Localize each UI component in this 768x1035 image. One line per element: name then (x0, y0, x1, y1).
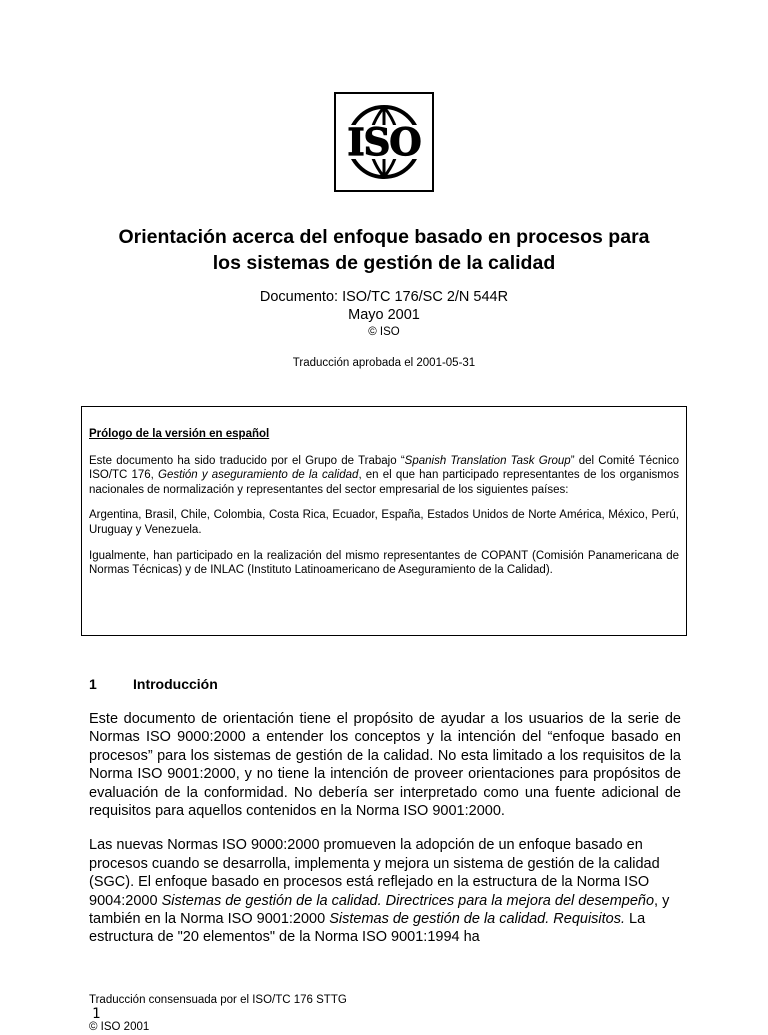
document-title-line1: Orientación acerca del enfoque basado en procesos para (118, 226, 650, 248)
document-title-line2: los sistemas de gestión de la calidad (212, 252, 556, 274)
document-info (40, 288, 728, 340)
body-text (89, 710, 681, 963)
prologue-paragraph-3: Igualmente, han participado en la realización del mismo representantes de COPANT (Comisión Panamericana de Normas Técnicas) y de INLAC (Instituto Latinoamericano de Aseguramiento de la Calidad). (89, 549, 679, 577)
page-number: 1 (92, 1005, 101, 1022)
footer-line-1: Traducción consensuada por el ISO/TC 176 STTG 1 (89, 994, 347, 1022)
prologue-title: Prólogo de la versión en español (89, 428, 270, 440)
page-footer (89, 994, 347, 1035)
prologue-box (81, 406, 687, 636)
prologue-paragraph-1: Este documento ha sido traducido por el Grupo de Trabajo “Spanish Translation Task Group” del Comité Técnico ISO/TC 176, Gestión y aseguramiento de la calidad, en el que han participado representantes de los organismos nacionales de normalización y representantes del sector empresarial de los siguientes países: (89, 454, 680, 496)
document-title (40, 224, 728, 276)
document-reference: Documento: ISO/TC 176/SC 2/N 544R (259, 289, 509, 305)
iso-logo (334, 92, 434, 192)
iso-logo-text: ISO (347, 120, 421, 164)
document-date: Mayo 2001 (348, 307, 420, 323)
footer-copyright: © ISO 2001 (89, 1021, 150, 1033)
section-number: 1 (89, 676, 97, 692)
prologue-paragraph-2: Argentina, Brasil, Chile, Colombia, Costa Rica, Ecuador, España, Estados Unidos de Norte América, México, Perú, Uruguay y Venezuela. (89, 509, 679, 536)
document-copyright: © ISO (368, 326, 400, 338)
translation-approval: Traducción aprobada el 2001-05-31 (292, 357, 476, 369)
section-title: Introducción (133, 676, 218, 692)
section-heading (89, 676, 218, 692)
body-paragraph-1: Este documento de orientación tiene el propósito de ayudar a los usuarios de la serie de Normas ISO 9000:2000 a entender los conceptos y la intención del “enfoque basado en procesos” para los sistemas de gestión de la calidad. No esta limitado a los requisitos de la Norma ISO 9001:2000, y no tiene la intención de proveer orientaciones para propósitos de evaluación de la conformidad. No debería ser interpretado como una fuente adicional de requisitos para aquellos contenidos en la Norma ISO 9001:2000. (89, 711, 681, 820)
iso-logo-icon (334, 92, 434, 192)
body-paragraph-2: Las nuevas Normas ISO 9000:2000 promueven la adopción de un enfoque basado en procesos cuando se desarrolla, implementa y mejora un sistema de gestión de la calidad (SGC). El enfoque basado en procesos está reflejado en la estructura de la Norma ISO 9004:2000 Sistemas de gestión de la calidad. Directrices para la mejora del desempeño, y también en la Norma ISO 9001:2000 Sistemas de gestión de la calidad. Requisitos. La estructura de "20 elementos" de la Norma ISO 9001:1994 ha (89, 837, 670, 946)
